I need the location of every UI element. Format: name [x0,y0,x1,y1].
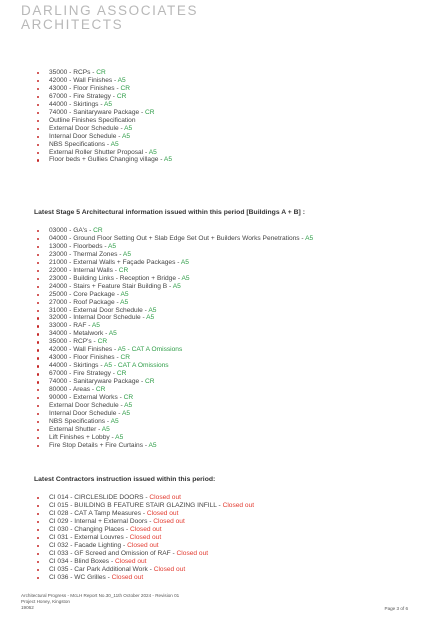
item-text: 43000 - Floor Finishes [49,354,115,362]
item-separator: - [117,250,123,258]
item-text: Floor beds + Gullies Changing village [49,156,159,164]
status-label: A5 [124,124,133,132]
list-item [0,346,313,354]
item-separator: - [167,282,173,290]
list-item [0,314,313,322]
item-text: 42000 - Wall Finishes [49,76,113,84]
item-separator: - [139,108,146,116]
status-label: A5 [163,156,172,164]
page-number: Page 3 of 6 [384,606,408,611]
item-separator: - [142,306,149,314]
item-separator: - [141,509,147,517]
item-separator: - [96,425,102,433]
item-text: CI 015 - BUILDING B FEATURE STAIR GLAZING INFILL [49,501,217,509]
list-item [0,109,172,117]
item-separator: - [91,338,98,346]
item-separator: - [143,494,150,501]
item-text: Internal Door Schedule [49,132,117,140]
list-item [0,251,313,259]
item-text: 23000 - Thermal Zones [49,250,118,258]
item-text: External Roller Shutter Proposal [49,148,144,156]
list-item [0,156,172,164]
list-item [0,69,172,77]
list-item [0,418,313,426]
status-label: Closed out [130,525,162,533]
item-text: 31000 - External Door Schedule [49,306,143,314]
item-text: 35000 - RCPs [49,69,91,76]
list-item [0,362,313,370]
item-separator: - [118,124,125,132]
item-text: 90000 - External Works [49,394,118,402]
status-label: A5 - CAT A Omissions [117,346,183,354]
list-item [0,267,313,275]
item-text: CI 030 - Changing Places [49,525,125,533]
list-item [0,410,313,418]
status-label: A5 [181,274,190,282]
status-label: CR [97,338,108,346]
status-label: CR [120,354,131,362]
list-item [0,566,254,574]
item-text: 74000 - Sanitaryware Package [49,378,140,386]
status-label: A5 [108,242,117,250]
list-item [0,542,254,550]
item-text: CI 036 - WC Grilles [49,573,106,581]
status-label: A5 [101,425,110,433]
list-item [0,259,313,267]
list-item [0,235,313,243]
item-text: Fire Stop Details + Fire Curtains [49,441,143,449]
item-separator: - [175,258,181,266]
status-label: CR [96,69,106,76]
list-item [0,291,313,299]
status-label: A5 [117,76,126,84]
item-text: 22000 - Internal Walls [49,266,113,274]
list-item [0,370,313,378]
item-separator: - [118,401,125,409]
item-text: External Door Schedule [49,401,119,409]
status-label: A5 [115,433,124,441]
list-item [0,275,313,283]
status-label: Closed out [111,573,144,581]
item-separator: - [90,69,97,76]
item-separator: - [112,266,119,274]
status-label: A5 [121,409,131,417]
status-label: A5 [103,100,113,108]
list-item [0,117,172,125]
stage5-heading: Latest Stage 5 Architectural information issued within this period [Buildings A + B] : [34,209,305,216]
status-label: Closed out [222,501,255,509]
item-separator: - [140,314,147,322]
status-label: A5 [148,148,157,156]
item-text: 23000 - Building Links - Reception + Bridge [49,274,177,282]
item-separator: - [114,290,121,298]
list-item [0,402,313,410]
item-text: 35000 - RCP's [49,338,92,346]
status-label: CR [95,386,106,394]
item-text: 27000 - Roof Package [49,298,115,306]
item-text: CI 028 - CAT A Tamp Measures [49,509,141,517]
status-label: Closed out [114,557,147,565]
item-separator: - [89,227,94,234]
list-item [0,494,254,502]
item-separator: - [112,76,118,84]
item-separator: - [176,274,182,282]
status-label: CR [93,227,103,234]
status-label: CR [118,266,129,274]
item-separator: - [117,394,124,402]
item-text: CI 033 - GF Screed and Omission of RAF [49,549,171,557]
list-item [0,299,313,307]
list-item [0,283,313,291]
status-label: A5 [148,441,157,449]
item-text: NBS Specifications [49,140,106,148]
item-text: CI 034 - Blind Boxes [49,557,110,565]
list-item [0,574,254,582]
list-item [0,510,254,518]
status-label: A5 [120,290,129,298]
list-item [0,322,313,330]
item-text: CI 014 - CIRCLESLIDE DOORS [49,494,144,501]
item-separator: - [139,378,146,386]
item-separator: - [105,140,111,148]
item-text: 03000 - GA's [49,227,90,234]
status-label: A5 [148,306,157,314]
status-label: A5 - CAT A Omissions [103,362,169,370]
item-separator: - [143,148,149,156]
status-label: Closed out [129,533,162,541]
status-label: A5 [120,298,129,306]
status-label: A5 [110,140,119,148]
status-label: A5 [91,322,100,330]
item-text: Lift Finishes + Lobby [49,433,110,441]
list-item [0,394,313,402]
item-text: 67000 - Fire Strategy [49,370,111,378]
item-separator: - [116,409,122,417]
status-label: A5 [110,417,119,425]
status-label: Closed out [149,494,181,501]
item-separator: - [110,92,117,100]
status-label: Closed out [146,509,179,517]
status-label: Closed out [127,541,159,549]
list-item [0,534,254,542]
item-text: CI 031 - External Louvres [49,533,124,541]
footer-project-number: 19062 [21,605,34,610]
item-text: 43000 - Floor Finishes [49,84,115,92]
list-item [0,125,172,133]
footer-info [21,593,179,611]
item-text: 44000 - Skirtings [49,100,101,108]
list-item [0,558,254,566]
item-text: 32000 - Internal Door Schedule [49,314,141,322]
item-separator: - [86,322,92,330]
item-separator: - [109,433,116,441]
list-item [0,85,172,93]
status-label: A5 [146,314,155,322]
list-item [0,550,254,558]
list-item [0,526,254,534]
item-text: 80000 - Areas [49,386,92,394]
status-label: CR [116,92,127,100]
status-label: CR [145,378,155,386]
item-separator: - [112,346,118,354]
item-separator: - [147,517,154,525]
item-separator: - [158,156,164,164]
item-text: CI 032 - Facade Lighting [49,541,122,549]
contractor-instructions-list [0,494,254,581]
item-separator: - [123,533,130,541]
contractor-instructions-heading: Latest Contractors instruction issued within this period: [34,476,216,483]
item-separator: - [216,501,223,509]
list-item [0,434,313,442]
list-item [0,133,172,141]
list-item [0,227,313,235]
status-label: A5 [172,282,181,290]
item-text: 33000 - RAF [49,322,87,330]
list-item [0,426,313,434]
item-text: External Door Schedule [49,124,119,132]
list-item [0,243,313,251]
item-separator: - [105,573,112,581]
list-item [0,386,313,394]
item-text: 04000 - Ground Floor Setting Out + Slab Edge Set Out + Builders Works Penetrations [49,234,300,242]
item-text: External Shutter [49,425,97,433]
item-text: 21000 - External Walls + Façade Packages [49,258,176,266]
item-separator: - [114,298,121,306]
logo-line2: ARCHITECTS [21,17,124,32]
list-item [0,442,313,450]
status-label: A5 [122,250,131,258]
item-text: 44000 - Skirtings [49,362,99,370]
item-separator: - [103,330,109,338]
status-label: CR [145,108,155,116]
item-separator: - [102,242,109,250]
list-item [0,330,313,338]
item-text: 74000 - Sanitaryware Package [49,108,140,116]
item-text: 67000 - Fire Strategy [49,92,111,100]
status-label: A5 [121,132,131,140]
stage5-info-list [0,227,313,450]
item-text: 25000 - Core Package [49,290,115,298]
item-text: 42000 - Wall Finishes [49,346,113,354]
item-separator: - [110,370,117,378]
status-label: Closed out [153,517,185,525]
list-item [0,93,172,101]
status-label: CR [120,84,131,92]
item-separator: - [100,100,104,108]
company-logo [21,4,198,32]
item-text: CI 035 - Car Park Additional Work [49,565,148,573]
list-item [0,141,172,149]
item-separator: - [114,84,121,92]
item-separator: - [114,354,121,362]
status-label: A5 [108,330,117,338]
item-text: 13000 - Floorbeds [49,242,103,250]
item-separator: - [105,417,111,425]
logo-line1: DARLING ASSOCIATES [21,3,199,18]
item-separator: - [116,132,122,140]
item-text: Outline Finishes Specification [49,116,136,124]
item-text: CI 029 - Internal + External Doors [49,517,148,525]
footer-report-title: Architectural Progress - McLH Report No.30_11th October 2024 - Revision 01 [21,593,180,598]
architectural-info-list [0,69,172,164]
status-label: Closed out [176,549,209,557]
item-separator: - [299,234,306,242]
footer-project-name: Project Honey, Kingston [21,599,70,604]
item-separator: - [98,362,104,370]
item-separator: - [147,565,154,573]
item-text: Internal Door Schedule [49,409,117,417]
list-item [0,378,313,386]
status-label: CR [116,370,127,378]
item-separator: - [91,386,96,394]
status-label: A5 [305,234,314,242]
list-item [0,338,313,346]
list-item [0,149,172,157]
list-item [0,307,313,315]
list-item [0,502,254,510]
list-item [0,518,254,526]
item-text: 34000 - Metalwork [49,330,104,338]
list-item [0,354,313,362]
item-separator: - [170,549,177,557]
item-text: 24000 - Stairs + Feature Stair Building B [49,282,168,290]
item-separator: - [143,441,149,449]
list-item [0,77,172,85]
list-item [0,101,172,109]
status-label: Closed out [153,565,186,573]
status-label: CR [123,394,134,402]
status-label: A5 [124,401,133,409]
item-separator: - [124,525,131,533]
status-label: A5 [180,258,189,266]
item-text: NBS Specifications [49,417,106,425]
item-separator: - [121,541,128,549]
item-separator: - [109,557,115,565]
